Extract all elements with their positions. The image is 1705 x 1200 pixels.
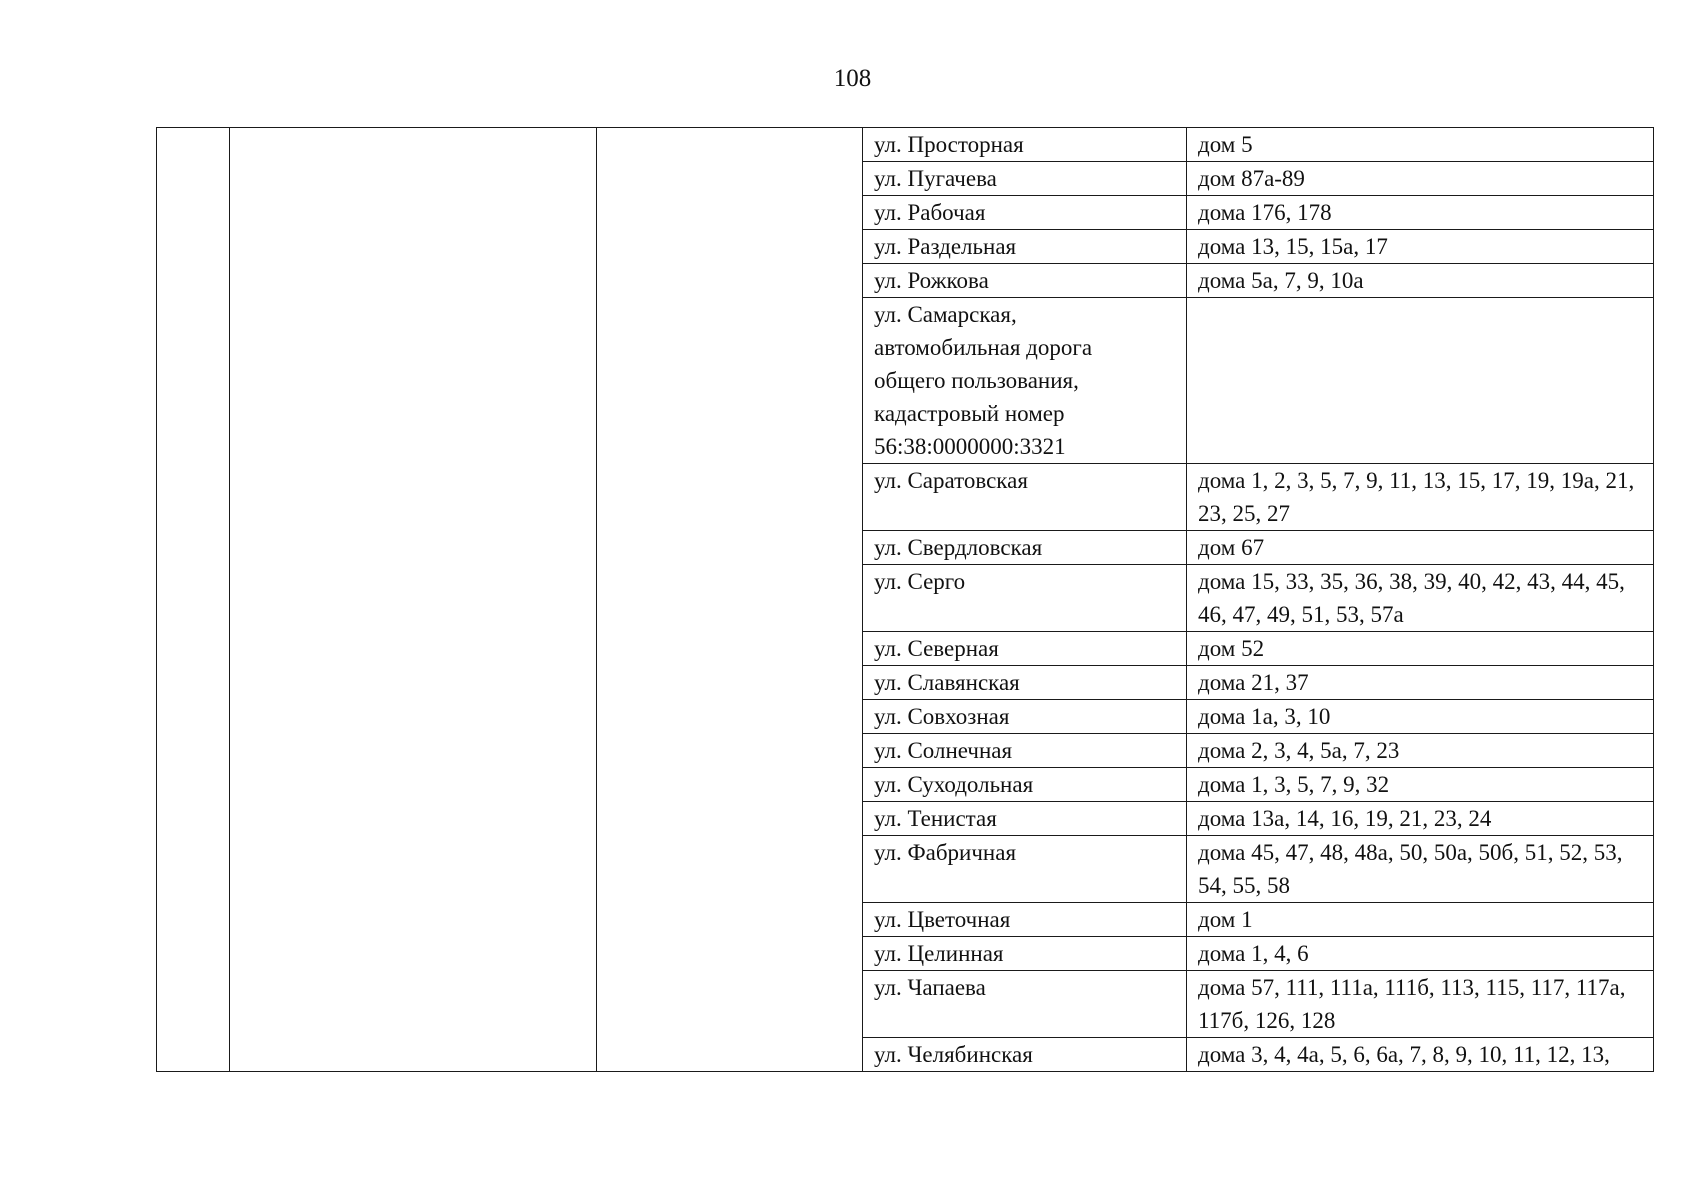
- table-row: [157, 128, 1654, 162]
- street-cell: ул. Суходольная: [863, 768, 1187, 802]
- houses-cell: дома 13а, 14, 16, 19, 21, 23, 24: [1187, 802, 1654, 836]
- street-cell: ул. Солнечная: [863, 734, 1187, 768]
- houses-cell: дом 5: [1187, 128, 1654, 162]
- houses-cell: дома 2, 3, 4, 5а, 7, 23: [1187, 734, 1654, 768]
- empty-column-cell: [230, 128, 597, 1072]
- houses-cell: [1187, 298, 1654, 464]
- street-cell: ул. Рожкова: [863, 264, 1187, 298]
- street-cell: ул. Челябинская: [863, 1038, 1187, 1072]
- street-cell: ул. Раздельная: [863, 230, 1187, 264]
- houses-cell: дома 176, 178: [1187, 196, 1654, 230]
- street-cell: ул. Серго: [863, 565, 1187, 632]
- street-cell: ул. Северная: [863, 632, 1187, 666]
- street-cell: ул. Чапаева: [863, 971, 1187, 1038]
- address-table: [156, 127, 1654, 1072]
- street-cell: ул. Свердловская: [863, 531, 1187, 565]
- houses-cell: дома 15, 33, 35, 36, 38, 39, 40, 42, 43, 44, 45, 46, 47, 49, 51, 53, 57а: [1187, 565, 1654, 632]
- houses-cell: дома 3, 4, 4а, 5, 6, 6а, 7, 8, 9, 10, 11, 12, 13,: [1187, 1038, 1654, 1072]
- street-cell: ул. Рабочая: [863, 196, 1187, 230]
- houses-cell: дома 13, 15, 15а, 17: [1187, 230, 1654, 264]
- street-cell: ул. Самарская, автомобильная дорога общего пользования, кадастровый номер 56:38:0000000:3321: [863, 298, 1187, 464]
- empty-column-cell: [157, 128, 230, 1072]
- houses-cell: дома 5а, 7, 9, 10а: [1187, 264, 1654, 298]
- street-cell: ул. Просторная: [863, 128, 1187, 162]
- houses-cell: дома 1, 3, 5, 7, 9, 32: [1187, 768, 1654, 802]
- empty-column-cell: [597, 128, 863, 1072]
- street-cell: ул. Целинная: [863, 937, 1187, 971]
- street-cell: ул. Пугачева: [863, 162, 1187, 196]
- street-cell: ул. Совхозная: [863, 700, 1187, 734]
- street-cell: ул. Славянская: [863, 666, 1187, 700]
- houses-cell: дома 1а, 3, 10: [1187, 700, 1654, 734]
- page-number: 108: [833, 65, 872, 92]
- street-cell: ул. Фабричная: [863, 836, 1187, 903]
- houses-cell: дома 21, 37: [1187, 666, 1654, 700]
- houses-cell: дома 45, 47, 48, 48а, 50, 50а, 50б, 51, 52, 53, 54, 55, 58: [1187, 836, 1654, 903]
- houses-cell: дом 1: [1187, 903, 1654, 937]
- street-cell: ул. Тенистая: [863, 802, 1187, 836]
- houses-cell: дома 1, 2, 3, 5, 7, 9, 11, 13, 15, 17, 19, 19а, 21, 23, 25, 27: [1187, 464, 1654, 531]
- street-cell: ул. Саратовская: [863, 464, 1187, 531]
- houses-cell: дом 87а-89: [1187, 162, 1654, 196]
- houses-cell: дом 67: [1187, 531, 1654, 565]
- houses-cell: дома 57, 111, 111а, 111б, 113, 115, 117, 117а, 117б, 126, 128: [1187, 971, 1654, 1038]
- houses-cell: дом 52: [1187, 632, 1654, 666]
- houses-cell: дома 1, 4, 6: [1187, 937, 1654, 971]
- address-table-body: [157, 128, 1654, 1072]
- street-cell: ул. Цветочная: [863, 903, 1187, 937]
